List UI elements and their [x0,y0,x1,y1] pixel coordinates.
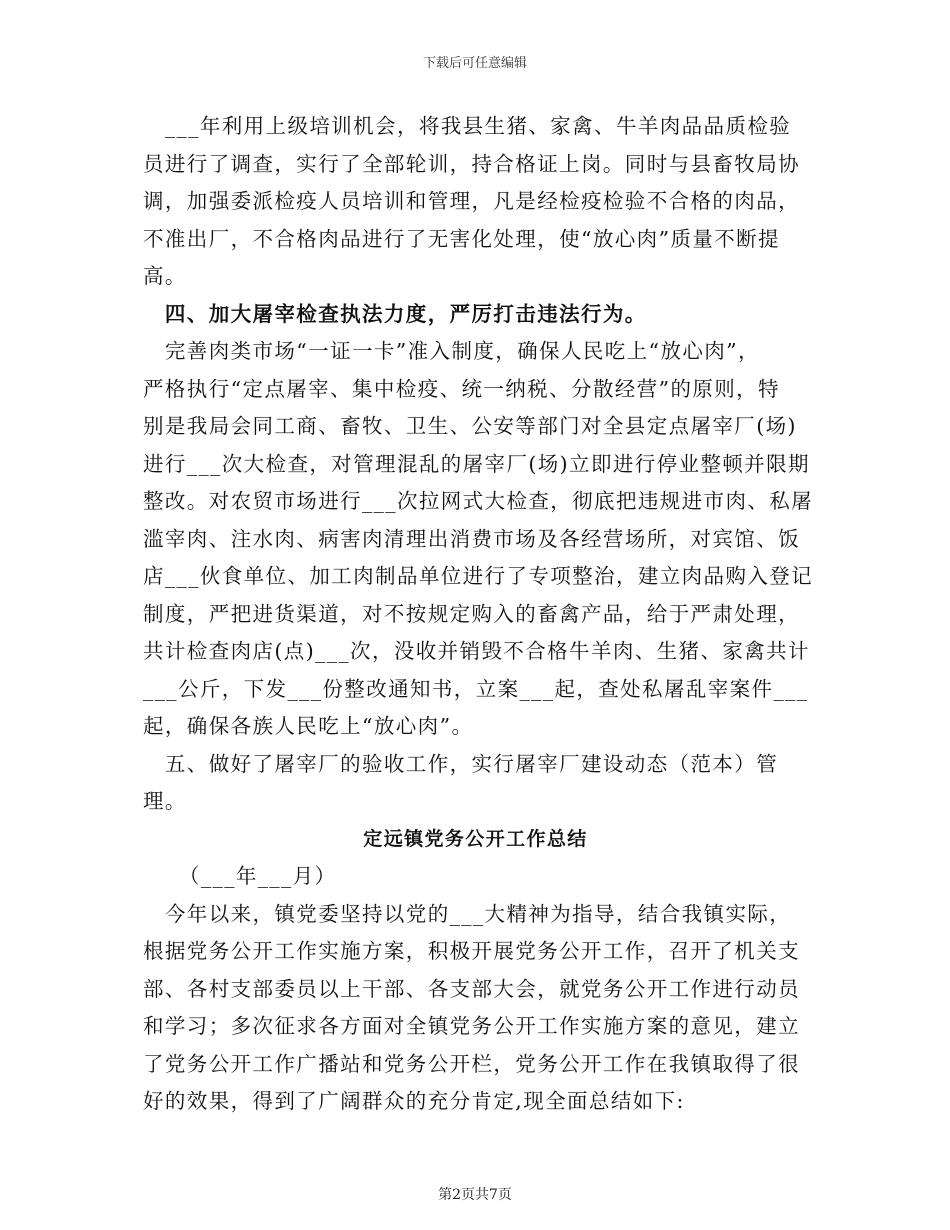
body-line: 严格执行“定点屠宰、集中检疫、统一纳税、分散经营”的原则，特 [143,376,780,401]
body-line: 根据党务公开工作实施方案，积极开展党务公开工作，召开了机关支 [143,939,800,963]
body-line: 好的效果，得到了广阔群众的充分肯定,现全面总结如下: [143,1089,685,1113]
date-line: （___年___月） [179,864,337,888]
body-line: 员进行了调查，实行了全部轮训，持合格证上岗。同时与县畜牧局协 [143,151,800,176]
body-line: 制度，严把进货渠道，对不按规定购入的畜禽产品，给于严肃处理， [143,601,800,626]
document-title: 定远镇党务公开工作总结 [363,827,588,850]
page-header-note: 下载后可任意编辑 [422,56,527,71]
body-line: 了党务公开工作广播站和党务公开栏，党务公开工作在我镇取得了很 [143,1051,800,1076]
body-line: 滥宰肉、注水肉、病害肉清理出消费市场及各经营场所，对宾馆、饭 [143,526,800,551]
body-line: 店___伙食单位、加工肉制品单位进行了专项整治，建立肉品购入登记 [143,564,814,588]
body-line: ___年利用上级培训机会，将我县生猪、家禽、牛羊肉品品质检验 [143,114,792,138]
body-line: 部、各村支部委员以上干部、各支部大会，就党务公开工作进行动员 [143,976,800,1001]
body-line: 高。 [143,264,187,288]
document-body [143,108,814,1121]
body-line: 和学习；多次征求各方面对全镇党务公开工作实施方案的意见，建立 [143,1014,800,1038]
body-line: ___公斤，下发___份整改通知书，立案___起，查处私屠乱宰案件___ [143,676,809,701]
body-line: 整改。对农贸市场进行___次拉网式大检查，彻底把违规进市肉、私屠 [143,489,814,513]
section-heading: 四、加大屠宰检查执法力度，严厉打击违法行为。 [143,301,647,326]
body-line: 完善肉类市场“一证一卡”准入制度，确保人民吃上“放心肉”， [143,339,760,363]
body-line: 五、做好了屠宰厂的验收工作，实行屠宰厂建设动态（范本）管 [143,751,779,776]
body-line: 共计检查肉店(点)___次，没收并销毁不合格牛羊肉、生猪、家禽共计 [143,639,810,663]
body-line: 调，加强委派检疫人员培训和管理，凡是经检疫检验不合格的肉品， [143,189,800,213]
page-footer: 第2页共7页 [438,1187,512,1203]
body-line: 别是我局会同工商、畜牧、卫生、公安等部门对全县定点屠宰厂(场) [143,414,797,438]
body-line: 起，确保各族人民吃上“放心肉”。 [143,714,474,738]
body-line: 不准出厂，不合格肉品进行了无害化处理，使“放心肉”质量不断提 [143,226,780,251]
body-line: 今年以来，镇党委坚持以党的___大精神为指导，结合我镇实际， [143,901,792,926]
body-line: 进行___次大检查，对管理混乱的屠宰厂(场)立即进行停业整顿并限期 [143,451,810,476]
body-line: 理。 [143,789,187,813]
